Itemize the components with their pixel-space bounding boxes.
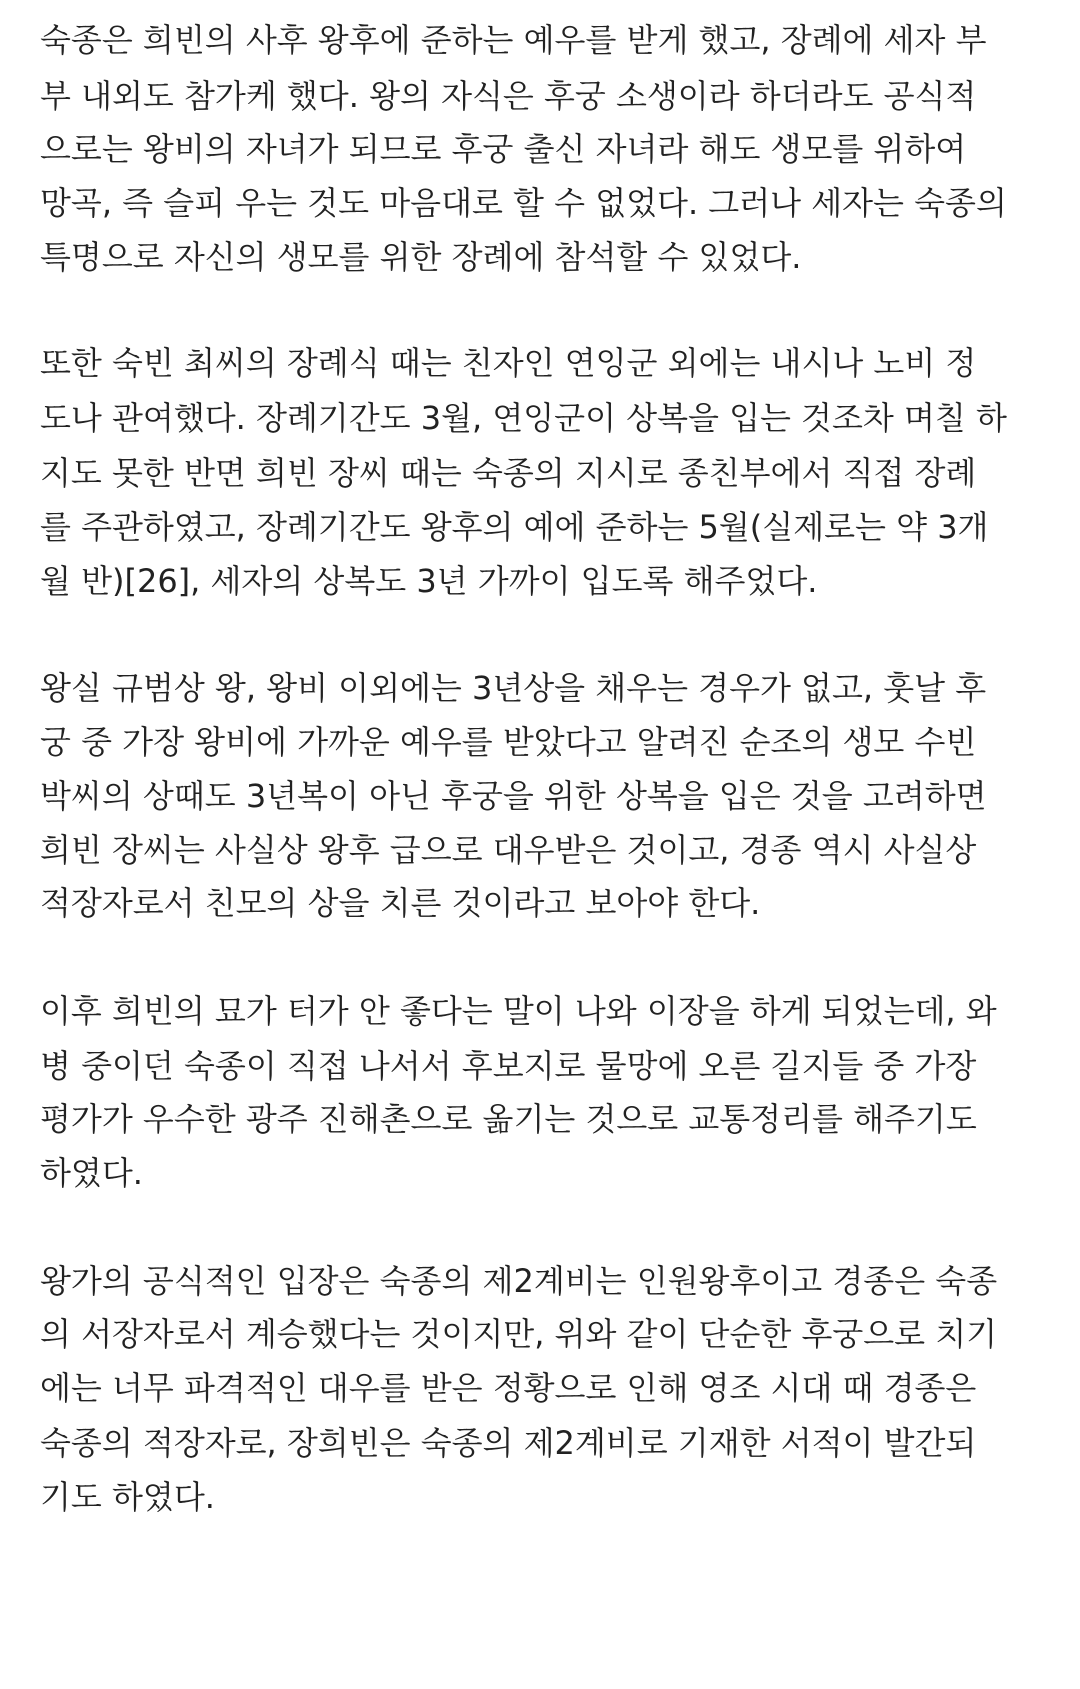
text-line: 왕가의 공식적인 입장은 숙종의 제2계비는 인원왕후이고 경종은 숙종	[40, 1262, 998, 1300]
text-line: 으로는 왕비의 자녀가 되므로 후궁 출신 자녀라 해도 생모를 위하여	[40, 130, 967, 168]
text-line: 병 중이던 숙종이 직접 나서서 후보지로 물망에 오른 길지들 중 가장	[40, 1047, 977, 1085]
text-line: 적장자로서 친모의 상을 치른 것이라고 보아야 한다.	[40, 884, 761, 922]
text-line: 또한 숙빈 최씨의 장례식 때는 친자인 연잉군 외에는 내시나 노비 정	[40, 344, 977, 382]
text-line: 지도 못한 반면 희빈 장씨 때는 숙종의 지시로 종친부에서 직접 장례	[40, 454, 977, 492]
text-line: 부 내외도 참가케 했다. 왕의 자식은 후궁 소생이라 하더라도 공식적	[40, 77, 977, 115]
text-line: 도나 관여했다. 장례기간도 3월, 연잉군이 상복을 입는 것조차 며칠 하	[40, 399, 1007, 437]
text-line: 평가가 우수한 광주 진해촌으로 옮기는 것으로 교통정리를 해주기도	[40, 1100, 977, 1138]
text-line: 왕실 규범상 왕, 왕비 이외에는 3년상을 채우는 경우가 없고, 훗날 후	[40, 669, 987, 707]
text-line: 의 서장자로서 계승했다는 것이지만, 위와 같이 단순한 후궁으로 치기	[40, 1315, 998, 1353]
text-line: 기도 하였다.	[40, 1478, 215, 1516]
text-line: 숙종은 희빈의 사후 왕후에 준하는 예우를 받게 했고, 장례에 세자 부	[40, 21, 987, 59]
text-line: 박씨의 상때도 3년복이 아닌 후궁을 위한 상복을 입은 것을 고려하면	[40, 777, 987, 815]
text-line: 월 반)[26], 세자의 상복도 3년 가까이 입도록 해주었다.	[40, 562, 818, 600]
text-line: 특명으로 자신의 생모를 위한 장례에 참석할 수 있었다.	[40, 238, 802, 276]
text-line: 망곡, 즉 슬피 우는 것도 마음대로 할 수 없었다. 그러나 세자는 숙종의	[40, 184, 1007, 222]
text-line: 궁 중 가장 왕비에 가까운 예우를 받았다고 알려진 순조의 생모 수빈	[40, 723, 977, 761]
text-line: 희빈 장씨는 사실상 왕후 급으로 대우받은 것이고, 경종 역시 사실상	[40, 831, 977, 869]
text-line: 이후 희빈의 묘가 터가 안 좋다는 말이 나와 이장을 하게 되었는데, 와	[40, 992, 997, 1030]
text-line: 숙종의 적장자로, 장희빈은 숙종의 제2계비로 기재한 서적이 발간되	[40, 1424, 977, 1462]
text-line: 에는 너무 파격적인 대우를 받은 정황으로 인해 영조 시대 때 경종은	[40, 1369, 977, 1407]
text-line: 하였다.	[40, 1154, 143, 1192]
text-line: 를 주관하였고, 장례기간도 왕후의 예에 준하는 5월(실제로는 약 3개	[40, 508, 989, 546]
